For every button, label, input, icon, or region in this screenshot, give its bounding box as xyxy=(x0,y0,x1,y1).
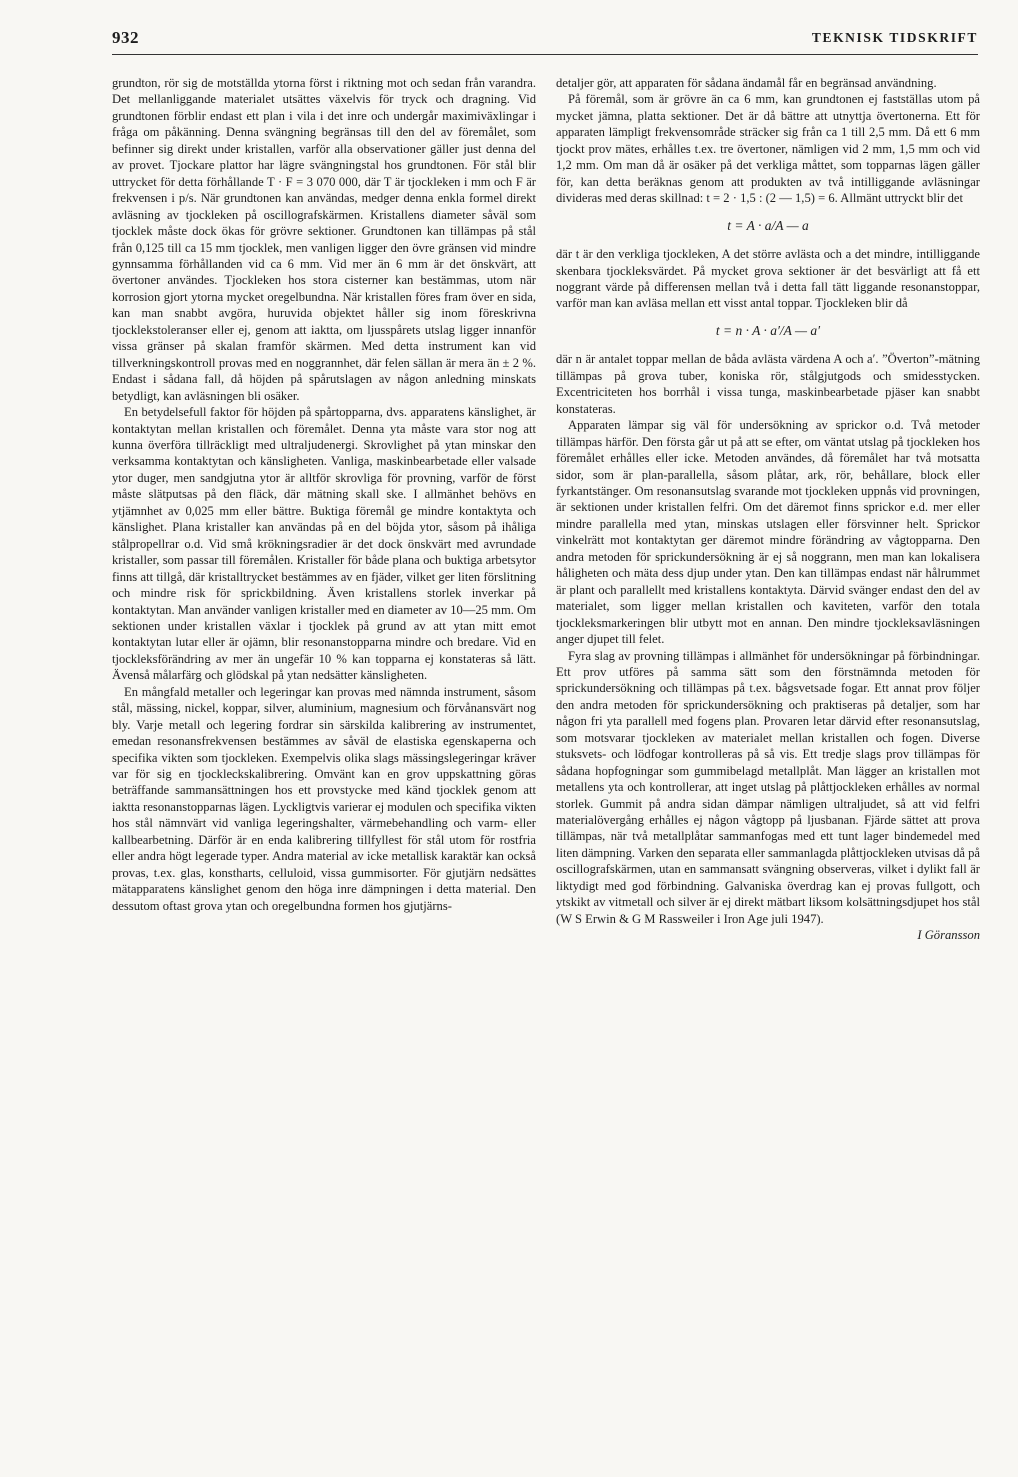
paragraph: En mångfald metaller och legeringar kan provas med nämnda instrument, såsom stål, mässing, nickel, koppar, silver, aluminium, magnesium och förvånansvärt nog bly. Varje metall och legering fordrar sin särskilda kalibrering av instrumentet, emedan resonansfrekvensen bestämmes av såväl de elastiska egenskaperna och specifika vikten som tjockleken. Exempelvis olika slags mässingslegeringar kräver var för sig en tjockleckskalibrering. Omvänt kan en grov uppskattning göras beträffande sammansättningen hos ett provstycke med känd tjocklek genom att iaktta resonanstopparnas lägen. Lyckligtvis varierar ej modulen och specifika vikten hos stål nämnvärt vid vanliga legeringshalter, värmebehandling och varm- eller kallbearbetning. Därför är en enda kalibrering tillfyllest för stål utom för rostfria eller andra högt legerade typer. Andra material av icke metallisk karaktär kan också provas, t.ex. glas, konstharts, celluloid, vissa gummisorter. För gjutjärn nedsättes mätapparatens känslighet genom den höga inre dämpningen i detta material. Den dessutom oftast grova ytan och oregelbundna formen hos gjutjärns- xyxy=(112,684,536,913)
formula: t = n · A · a′/A — a′ xyxy=(715,322,821,338)
paragraph: där t är den verkliga tjockleken, A det större avlästa och a det mindre, intilliggande skenbara tjockleksvärdet. På mycket grova sektioner är det besvärligt att få ett noggrant värde på differensen mellan två i detta fall tätt liggande resonanstoppar, varför man kan avläsa mellan ett visst antal toppar. Tjockleken blir då xyxy=(556,247,980,311)
page-header xyxy=(112,28,978,55)
paragraph: Fyra slag av provning tillämpas i allmänhet för undersökningar på förbindningar. Ett prov utföres på samma sätt som den förstnämnda metoden för sprickundersökning och tillämpas på t.ex. bågsvetsade fogar. Ett annat prov följer den andra metoden för sprickundersökning och praktiseras på detaljer, som har någon fri yta parallell med fogens plan. Provaren letar därvid efter resonansutslag, som motsvarar tjockleken av materialet mellan kristallen och fogen. Diverse stuksvets- och lödfogar kontrolleras på så vis. Ett tredje slags prov tillämpas för sådana hopfogningar som gummibelagd metallplåt. Man lägger an kristallen mot metallens yta och kontrollerar, att inget utslag på plåttjockleken erhålles av normal storlek. Gummit på andra sidan dämpar nämligen ultraljudet, så att vid felfri materialövergång erhålles ej någon vågtopp på ljusbanan. Fjärde sättet att prova tillämpas, när två metallplåtar sammanfogas med ett tunt lager bindemedel med liten dämpning. Varken den separata eller sammanlagda plåttjockleken utvisas då på oscillografskärmen, utan en sammansatt svängning observeras, vilket i dylikt fall är liktydigt med god förbindning. Galvaniska överdrag kan ej provas fullgott, och ytskikt av vitmetall och silver är ej direkt mätbart liksom kolsättningsdjupet hos stål (W S Erwin & G M Rassweiler i Iron Age juli 1947). xyxy=(556,648,980,926)
paragraph: där n är antalet toppar mellan de båda avlästa värdena A och a′. ”Överton”-mätning tillämpas på grova tuber, koniska rör, stålgjutgods och smidesstycken. Excentriciteten hos borrhål i vissa tunga, maskinbearbetade pjäser kan snabbt konstateras. xyxy=(556,352,980,416)
left-column xyxy=(112,75,536,914)
paragraph: På föremål, som är grövre än ca 6 mm, kan grundtonen ej fastställas utom på mycket jämna, platta sektioner. Det är då bättre att utnyttja övertonerna. Ett för apparaten lämpligt frekvensområde sträcker sig från ca 1 till 2,5 mm. Då ett 6 mm tjockt prov mätes, erhålles t.ex. tre övertoner, nämligen vid 2 mm, 1,5 mm och vid 1,2 mm. Om man då är osäker på det verkliga måttet, som topparnas lägen gäller för, kan detta beräknas genom att produkten av två intilliggande avläsningar divideras med deras skillnad: t = 2 · 1,5 : (2 — 1,5) = 6. Allmänt uttryckt blir det xyxy=(556,92,980,206)
page-number: 932 xyxy=(112,28,139,47)
paragraph: grundton, rör sig de motställda ytorna först i riktning mot och sedan från varandra. Det mellanliggande materialet utsättes växelvis för tryck och dragning. Vid grundtonen förblir endast ett plan i vila i det inre och undergår maximiväxlingar i fråga om påkänning. Denna svängning begränsas till den del av föremålet, som befinner sig direkt under kristallen, varför alla observationer gäller just denna del av provet. Tjockare plattor har lägre svängningstal hos grundtonen. För stål blir uttrycket för detta förhållande T · F = 3 070 000, där T är tjockleken i mm och F är frekvensen i p/s. När grundtonen kan användas, medger denna enkla formel direkt avläsning av tjockleken på oscillografskärmen. Kristallens diameter såväl som tjocklek måste dock ökas för grövre sektioner. Grundtonen kan tillämpas på stål från 0,125 till ca 15 mm tjocklek, men vanligen ligger den övre gränsen vid mindre gynnsamma förhållanden vid ca 6 mm. Vid mer än 6 mm är det önskvärt, att övertoner användes. Tjockleken hos stora cisterner kan bestämmas, utom när korrosion gjort ytorna mycket oregelbundna. När kristallen föres fram över en sida, kan man snabbt avgöra, huruvida objektet håller sig inom föreskrivna tjocklekstoleranser eller ej, genom att iaktta, om ljusspårets utslag ligger innanför vissa gränser på skalan framför skärmen. Med detta instrument kan vid tillverkningskontroll provas med en noggrannhet, där felen sällan är mera än ± 2 %. Endast i sådana fall, då höjden på spårutslagen av någon anledning minskats betydligt, kan avläsningen bli osäker. xyxy=(112,76,536,403)
author-signature: I Göransson xyxy=(917,928,980,943)
paragraph: detaljer gör, att apparaten för sådana ändamål får en begränsad användning. xyxy=(556,76,937,90)
paragraph: Apparaten lämpar sig väl för undersökning av sprickor o.d. Två metoder tillämpas härför. Den första går ut på att se efter, om väntat utslag på tjockleken hos föremålet erhålles eller icke. Metoden användes, då föremålet har två motsatta sidor, som är plan-parallella, såsom plåtar, ark, rör, behållare, block eller fyrkantstänger. Om resonansutslag svarande mot tjockleken uppnås vid provningen, är sektionen under kristallen felfri. Om det däremot finns sprickor e.d. mer eller mindre parallella med ytan, minskas utslagen eller försvinner helt. Sprickor vinkelrätt mot kontaktytan ger däremot mindre förändring av vågtopparna. Den andra metoden för sprickundersökning är ej så noggrann, men man kan lokalisera håligheten och mäta dess djup under ytan. Den kan tillämpas endast när hålrummet är plant och parallellt med kristallens kontaktyta. Därvid svänger endast den del av materialet, som ligger mellan kristallen och kaviteten, varför den totala tjockleksmarkeringen blir utbytt mot en annan. Den mindre tjockleksavläsningen anger djupet till felet. xyxy=(556,418,980,647)
formula: t = A · a/A — a xyxy=(727,217,809,233)
right-column xyxy=(556,75,980,944)
paragraph: En betydelsefull faktor för höjden på spårtopparna, dvs. apparatens känslighet, är kontaktytan mellan kristallen och föremålet. Denna yta måste vara stor nog att kunna överföra tillräckligt med ultraljudenergi. Skrovlighet på ytan minskar den verksamma kontaktytan och känsligheten. Vanliga, maskinbearbetade eller valsade ytor duger, men sandgjutna ytor är alltför skrovliga för provning, varför de först måste slätputsas på den fläck, där mätning skall ske. I allmänhet behövs en ytjämnhet av 0,025 mm eller bättre. Buktiga föremål ge mindre kontaktyta och känslighet. Plana kristaller kan användas på en del böjda ytor, såsom på ihåliga stålpropellrar o.d. Vid små krökningsradier är det dock önskvärt med avrundade kristaller, som passar till föremålen. Kristaller för både plana och buktiga arbetsytor finns att tillgå, där kristalltrycket bestämmes av en fjäder, vilket ger liten förslitning och mindre risk för sprickbildning. Även kristallens storlek inverkar på kontaktytan. Man använder vanligen kristaller med en diameter av 10—25 mm. Om sektionen under kristallen växlar i tjocklek på grund av att ytan mitt emot kontaktytan lutar eller är ojämn, blir resonanstopparna mindre och bredare. Vid en tjockleksförändring av mer än ungefär 10 % kan topparna ej konstateras så lätt. Ävenså målarfärg och glödskal på ytan nedsätter känsligheten. xyxy=(112,405,536,683)
journal-title: TEKNISK TIDSKRIFT xyxy=(811,30,978,45)
